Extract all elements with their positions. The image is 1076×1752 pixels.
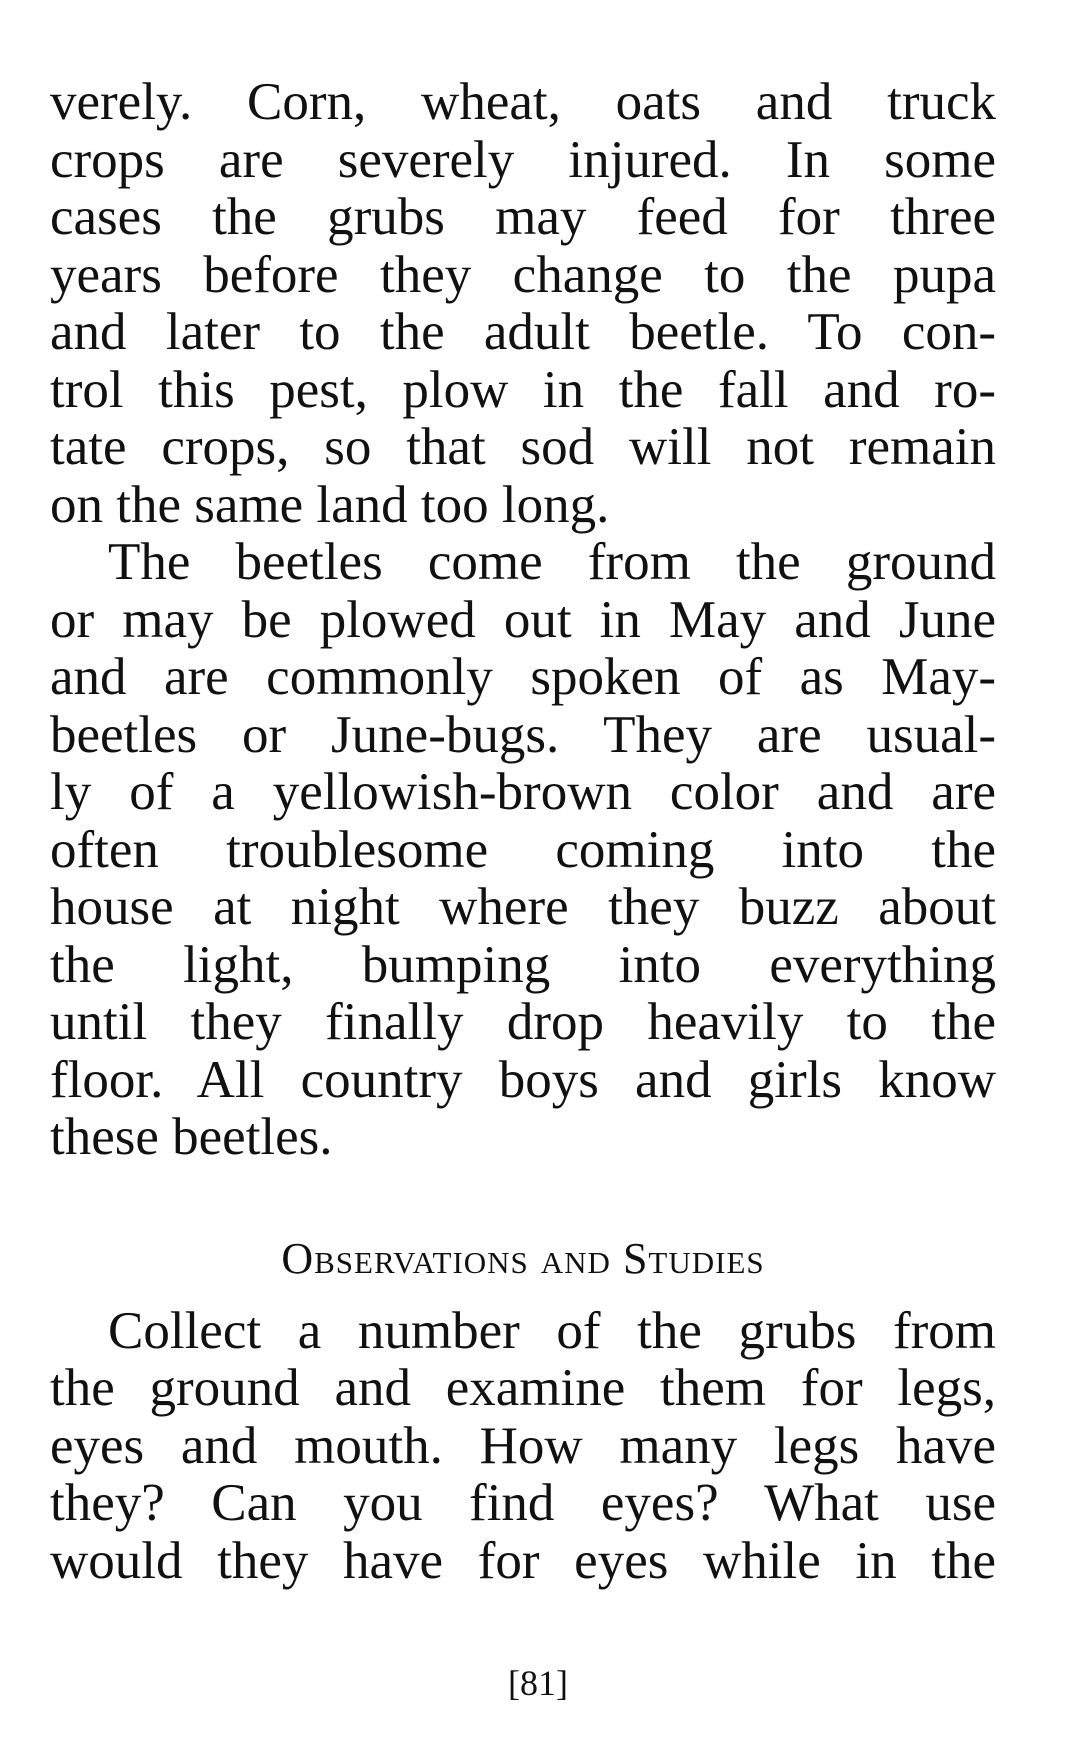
text-line: floor. All country boys and girls know (50, 1050, 996, 1109)
text-line: would they have for eyes while in the (50, 1531, 996, 1590)
text-line: the light, bumping into everything (50, 935, 996, 994)
page-number: [81] (508, 1663, 568, 1703)
text-line: The beetles come from the ground (108, 533, 996, 591)
paragraph-2 (50, 534, 996, 1167)
text-line: on the same land too long. (50, 475, 610, 534)
text-line: beetles or June-bugs. They are usual- (50, 705, 996, 764)
text-line: they? Can you find eyes? What use (50, 1474, 996, 1532)
text-line: tate crops, so that sod will not remain (50, 418, 996, 476)
text-line: often troublesome coming into the (50, 820, 996, 879)
page-body (50, 74, 996, 1590)
text-line: or may be plowed out in May and June (50, 590, 996, 649)
text-line: until they finally drop heavily to the (50, 993, 996, 1051)
text-line: trol this pest, plow in the fall and ro- (50, 360, 996, 419)
text-line: ly of a yellowish-brown color and are (50, 763, 996, 821)
section-heading: Observations and Studies (281, 1233, 765, 1283)
text-line: the ground and examine them for legs, (50, 1359, 996, 1417)
text-line: house at night where they buzz about (50, 878, 996, 936)
text-line: eyes and mouth. How many legs have (50, 1416, 996, 1475)
paragraph-3 (50, 1303, 996, 1591)
text-line: and are commonly spoken of as May- (50, 648, 996, 706)
text-line: these beetles. (50, 1108, 333, 1166)
paragraph-1 (50, 74, 996, 534)
text-line: years before they change to the pupa (50, 245, 996, 304)
text-line: cases the grubs may feed for three (50, 188, 996, 246)
text-line: Collect a number of the grubs from (108, 1301, 996, 1360)
text-line: and later to the adult beetle. To con- (50, 303, 996, 361)
text-line: verely. Corn, wheat, oats and truck (50, 73, 996, 131)
text-line: crops are severely injured. In some (50, 130, 996, 189)
